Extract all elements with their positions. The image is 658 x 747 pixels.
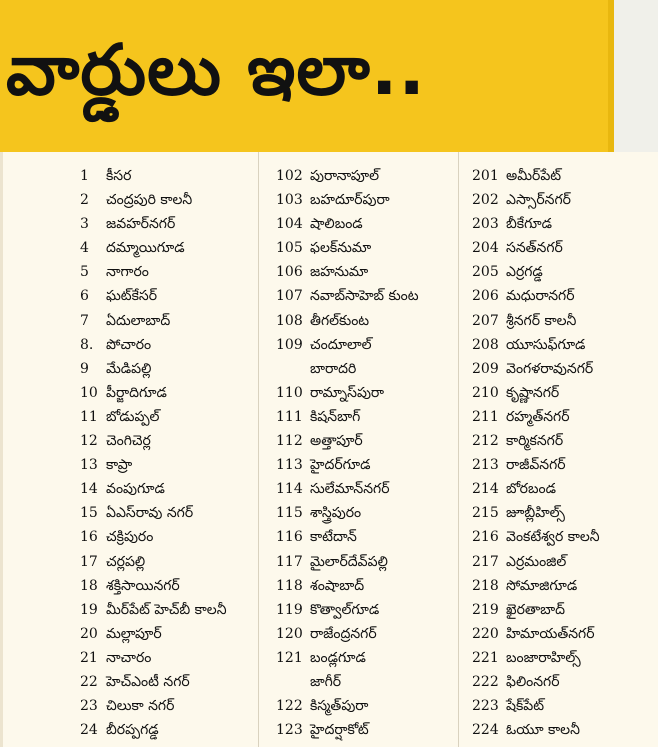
- ward-number: 14: [80, 481, 98, 498]
- ward-number: 210: [472, 384, 499, 401]
- ward-number: 118: [276, 577, 303, 594]
- ward-row: [276, 357, 476, 381]
- ward-number: 206: [472, 288, 499, 305]
- ward-number: 109: [276, 336, 303, 353]
- ward-number: 211: [472, 408, 499, 425]
- ward-row: [472, 333, 658, 357]
- ward-number: 110: [276, 384, 303, 401]
- ward-row: [276, 646, 476, 670]
- ward-row: [276, 309, 476, 333]
- ward-row: [276, 622, 476, 646]
- ward-number: 108: [276, 312, 303, 329]
- ward-row: [80, 260, 280, 284]
- ward-name: ఎర్రగడ్డ: [506, 264, 543, 281]
- ward-name: అమీర్‌పేట్: [506, 168, 562, 184]
- ward-name: కాటేదాన్: [310, 529, 357, 546]
- ward-number: 19: [80, 601, 98, 618]
- ward-row: [80, 598, 280, 622]
- ward-row: [472, 357, 658, 381]
- ward-name: ఏదులాబాద్: [106, 312, 171, 329]
- ward-number: 6: [80, 288, 89, 305]
- ward-number: 112: [276, 433, 303, 450]
- ward-number: 107: [276, 288, 303, 305]
- ward-name: జూబ్లీహిల్స్: [506, 505, 565, 522]
- ward-name: కృష్ణానగర్: [506, 384, 560, 401]
- ward-name: చెంగిచెర్ల: [106, 433, 151, 450]
- ward-row: [80, 550, 280, 574]
- ward-name: నవాబ్‌సాహెబ్ కుంట: [310, 288, 419, 305]
- ward-row: [472, 718, 658, 742]
- ward-name: షేక్‌పేట్: [506, 698, 545, 715]
- ward-number: 213: [472, 457, 499, 474]
- ward-row: [80, 188, 280, 212]
- ward-row: [276, 381, 476, 405]
- ward-number: 8.: [80, 336, 94, 353]
- ward-row: [80, 429, 280, 453]
- ward-number: 17: [80, 553, 98, 570]
- ward-row: [472, 646, 658, 670]
- ward-name: బహదూర్‌పురా: [310, 192, 390, 209]
- ward-name: ఫిలింనగర్: [506, 673, 560, 690]
- ward-number: 203: [472, 216, 499, 233]
- ward-name: ఖైరతాబాద్: [506, 601, 566, 618]
- ward-number: 115: [276, 505, 303, 522]
- ward-row: [80, 236, 280, 260]
- ward-name: జవహర్‌నగర్: [106, 216, 176, 233]
- ward-name: బారాదరి: [310, 360, 357, 377]
- ward-number: 15: [80, 505, 98, 522]
- ward-name: పోచారం: [106, 336, 152, 353]
- ward-number: 18: [80, 577, 98, 594]
- ward-name: కాప్రా: [106, 457, 133, 474]
- ward-number: 212: [472, 433, 499, 450]
- ward-row: [80, 284, 280, 308]
- ward-row: [472, 453, 658, 477]
- ward-row: [472, 284, 658, 308]
- ward-name: మైలార్‌దేవ్‌పల్లి: [310, 553, 388, 570]
- ward-number: 222: [472, 673, 499, 690]
- ward-name: మేడిపల్లి: [106, 360, 152, 377]
- ward-name: కిషన్‌బాగ్: [310, 408, 361, 425]
- ward-name: నాచారం: [106, 649, 152, 666]
- ward-row: [276, 333, 476, 357]
- ward-row: [472, 212, 658, 236]
- ward-number: 2: [80, 192, 89, 209]
- ward-name: బోరబండ: [506, 481, 556, 498]
- ward-number: 116: [276, 529, 303, 546]
- ward-row: [276, 477, 476, 501]
- ward-row: [276, 429, 476, 453]
- ward-row: [80, 646, 280, 670]
- ward-row: [472, 236, 658, 260]
- ward-number: 3: [80, 216, 89, 233]
- ward-row: [80, 164, 280, 188]
- ward-row: [80, 381, 280, 405]
- ward-name: శక్తిసాయినగర్: [106, 577, 180, 594]
- ward-number: 201: [472, 168, 499, 184]
- ward-name: ఘట్‌కేసర్: [106, 288, 158, 305]
- ward-name: రాజీవ్‌నగర్: [506, 457, 566, 474]
- ward-number: 5: [80, 264, 89, 281]
- ward-row: [80, 694, 280, 718]
- ward-row: [276, 718, 476, 742]
- ward-number: 214: [472, 481, 499, 498]
- ward-number: 12: [80, 433, 98, 450]
- ward-name: ఫలక్‌నుమా: [310, 240, 372, 257]
- ward-name: దమ్మాయిగూడ: [106, 240, 185, 257]
- ward-name: కీసర: [106, 168, 132, 184]
- page-title: వార్డులు ఇలా..: [6, 28, 427, 111]
- ward-row: [472, 670, 658, 694]
- ward-number: 123: [276, 722, 303, 739]
- ward-row: [472, 164, 658, 188]
- ward-name: బీరప్పగడ్డ: [106, 722, 159, 739]
- ward-row: [80, 622, 280, 646]
- ward-row: [80, 212, 280, 236]
- ward-name: చిలుకా నగర్: [106, 698, 175, 715]
- ward-name: బండ్లగూడ: [310, 649, 366, 666]
- ward-name: జహనుమా: [310, 264, 369, 281]
- ward-row: [80, 574, 280, 598]
- ward-number: 202: [472, 192, 499, 209]
- ward-row: [472, 501, 658, 525]
- ward-row: [276, 284, 476, 308]
- ward-number: 105: [276, 240, 303, 257]
- ward-name: తీగల్‌కుంట: [310, 312, 370, 329]
- ward-row: [80, 309, 280, 333]
- ward-number: 1: [80, 168, 89, 184]
- ward-name: హైదర్‌గూడ: [310, 457, 371, 474]
- ward-name: పీర్జాదిగూడ: [106, 384, 167, 401]
- ward-row: [276, 694, 476, 718]
- ward-row: [80, 525, 280, 549]
- ward-name: ఓయూ కాలనీ: [506, 722, 580, 739]
- ward-number: 224: [472, 722, 499, 739]
- ward-number: 103: [276, 192, 303, 209]
- ward-name: మధురానగర్: [506, 288, 575, 305]
- ward-row: [472, 309, 658, 333]
- ward-name: యూసుఫ్‌గూడ: [506, 336, 586, 353]
- ward-number: 219: [472, 601, 499, 618]
- ward-row: [276, 525, 476, 549]
- ward-name: మీర్‌పేట్ హెచ్‌బీ కాలనీ: [106, 601, 227, 618]
- ward-number: 119: [276, 601, 303, 618]
- ward-name: చందూలాల్: [310, 336, 372, 353]
- ward-number: 10: [80, 384, 98, 401]
- ward-name: వెంగళరావునగర్: [506, 360, 594, 377]
- ward-number: 216: [472, 529, 499, 546]
- ward-number: 21: [80, 649, 98, 666]
- ward-row: [472, 622, 658, 646]
- ward-number: 13: [80, 457, 98, 474]
- ward-row: [80, 718, 280, 742]
- ward-row: [276, 501, 476, 525]
- ward-number: 215: [472, 505, 499, 522]
- ward-name: చంద్రపురి కాలనీ: [106, 192, 193, 209]
- ward-name: పురానాపూల్: [310, 168, 380, 184]
- ward-name: రహ్మత్‌నగర్: [506, 408, 570, 425]
- ward-column-3: [472, 164, 658, 742]
- ward-name: వెంకటేశ్వర కాలనీ: [506, 529, 600, 546]
- ward-row: [472, 381, 658, 405]
- ward-row: [276, 212, 476, 236]
- ward-number: 121: [276, 649, 303, 666]
- ward-number: 207: [472, 312, 499, 329]
- ward-row: [276, 670, 476, 694]
- ward-name: షాలిబండ: [310, 216, 363, 233]
- ward-row: [80, 333, 280, 357]
- ward-row: [80, 405, 280, 429]
- ward-row: [80, 357, 280, 381]
- ward-row: [472, 429, 658, 453]
- ward-name: రామ్నాస్‌పురా: [310, 384, 385, 401]
- ward-row: [472, 405, 658, 429]
- ward-number: 220: [472, 625, 499, 642]
- ward-row: [276, 236, 476, 260]
- ward-row: [276, 453, 476, 477]
- ward-row: [80, 670, 280, 694]
- ward-name: హెచ్‌ఎంటీ నగర్: [106, 673, 190, 690]
- ward-number: 113: [276, 457, 303, 474]
- ward-name: సులేమాన్‌నగర్: [310, 481, 390, 498]
- ward-name: చక్రిపురం: [106, 529, 154, 546]
- ward-row: [472, 550, 658, 574]
- ward-number: 22: [80, 673, 98, 690]
- ward-name: సనత్‌నగర్: [506, 240, 563, 257]
- ward-row: [276, 598, 476, 622]
- ward-number: 204: [472, 240, 499, 257]
- ward-name: సోమాజిగూడ: [506, 577, 578, 594]
- ward-name: కిస్మత్‌పురా: [310, 698, 369, 715]
- ward-name: అత్తాపూర్: [310, 433, 363, 450]
- ward-number: 4: [80, 240, 89, 257]
- ward-row: [80, 477, 280, 501]
- ward-name: వంపుగూడ: [106, 481, 165, 498]
- ward-name: జాగీర్: [310, 673, 342, 690]
- ward-row: [80, 501, 280, 525]
- ward-name: ఎస్సార్‌నగర్: [506, 192, 571, 209]
- ward-row: [472, 188, 658, 212]
- ward-name: రాజేంద్రనగర్: [310, 625, 377, 642]
- ward-name: కొత్వాల్‌గూడ: [310, 601, 380, 618]
- ward-name: మల్లాపూర్: [106, 625, 162, 642]
- ward-row: [472, 260, 658, 284]
- ward-row: [276, 188, 476, 212]
- ward-row: [276, 550, 476, 574]
- ward-row: [472, 574, 658, 598]
- ward-number: 205: [472, 264, 499, 281]
- ward-list: [0, 152, 658, 747]
- ward-name: కార్మికనగర్: [506, 433, 564, 450]
- ward-number: 16: [80, 529, 98, 546]
- ward-row: [276, 405, 476, 429]
- ward-number: 209: [472, 360, 499, 377]
- ward-row: [472, 598, 658, 622]
- left-margin: [0, 152, 3, 747]
- ward-column-2: [276, 164, 476, 742]
- ward-number: 104: [276, 216, 303, 233]
- ward-number: 102: [276, 168, 303, 184]
- banner-margin: [614, 0, 658, 152]
- ward-number: 114: [276, 481, 303, 498]
- ward-number: 208: [472, 336, 499, 353]
- ward-name: నాగారం: [106, 264, 149, 281]
- ward-name: శంషాబాద్: [310, 577, 365, 594]
- ward-number: 9: [80, 360, 89, 377]
- ward-number: 23: [80, 698, 98, 715]
- ward-number: 223: [472, 698, 499, 715]
- ward-column-1: [80, 164, 280, 742]
- ward-row: [276, 164, 476, 188]
- ward-name: హిమాయత్‌నగర్: [506, 625, 595, 642]
- ward-name: బంజారాహిల్స్: [506, 649, 581, 666]
- ward-name: ఎర్రమంజిల్: [506, 553, 567, 570]
- ward-number: 221: [472, 649, 499, 666]
- ward-name: బీకేగూడ: [506, 216, 552, 233]
- ward-name: బోడుప్పల్: [106, 408, 160, 425]
- ward-number: 122: [276, 698, 303, 715]
- ward-number: 217: [472, 553, 499, 570]
- ward-number: 218: [472, 577, 499, 594]
- ward-number: 106: [276, 264, 303, 281]
- ward-name: శాస్త్రిపురం: [310, 505, 362, 522]
- ward-name: హైదర్షాకోట్: [310, 722, 369, 739]
- ward-number: 20: [80, 625, 98, 642]
- ward-row: [276, 260, 476, 284]
- ward-row: [472, 694, 658, 718]
- ward-name: శ్రీనగర్ కాలనీ: [506, 312, 577, 329]
- ward-row: [276, 574, 476, 598]
- ward-row: [472, 525, 658, 549]
- ward-name: చర్లపల్లి: [106, 553, 146, 570]
- ward-row: [80, 453, 280, 477]
- ward-name: ఏఎస్‌రావు నగర్: [106, 505, 194, 522]
- ward-number: 111: [276, 408, 303, 425]
- ward-number: 7: [80, 312, 89, 329]
- ward-row: [472, 477, 658, 501]
- ward-number: 120: [276, 625, 303, 642]
- ward-number: 24: [80, 722, 98, 739]
- ward-number: 11: [80, 408, 98, 425]
- ward-number: 117: [276, 553, 303, 570]
